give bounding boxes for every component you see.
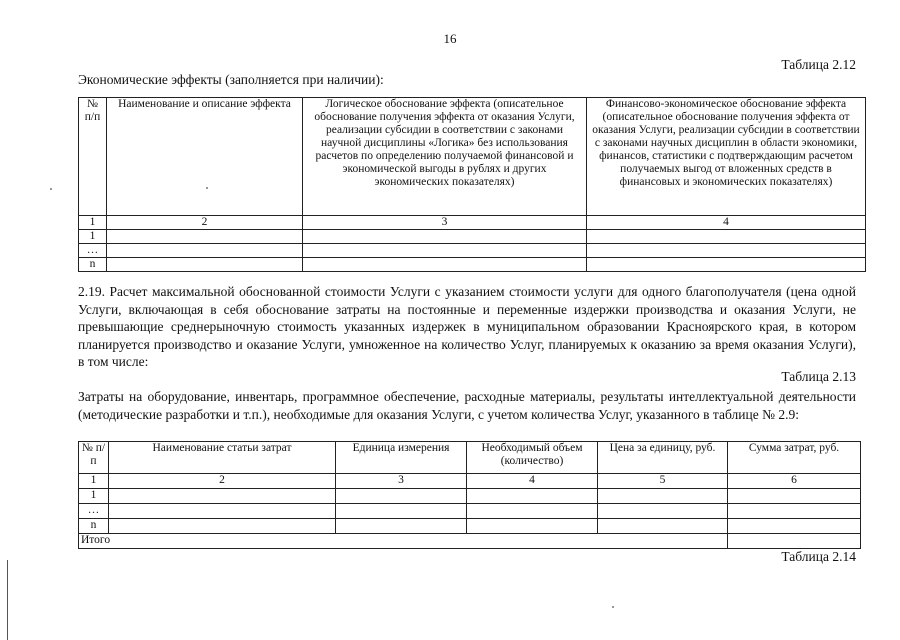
table-header-row — [79, 98, 866, 216]
table-cell — [728, 504, 861, 519]
header-cell-logical-justification: Логическое обоснование эффекта (описательное обоснование получения эффекта от оказания Услуги, реализации субсидии в соответствии с законами научной дисциплины «Логика» без использования расчетов по определению получаемой финансовой и экономической выгоды в рублях и других экономических показателях) — [303, 98, 587, 216]
header-cell-unit-price: Цена за единицу, руб. — [598, 442, 728, 474]
table-cell — [303, 244, 587, 258]
table-cell: 2 — [109, 474, 336, 489]
table-row — [79, 244, 866, 258]
table-2-13-label: Таблица 2.13 — [781, 369, 856, 384]
table-cell: 6 — [728, 474, 861, 489]
table-cell — [728, 519, 861, 534]
total-value-cell — [728, 534, 861, 549]
table-cell — [303, 230, 587, 244]
total-row — [79, 534, 861, 549]
table-cell: 1 — [79, 230, 107, 244]
header-cell-total-cost: Сумма затрат, руб. — [728, 442, 861, 474]
table-2-12-label: Таблица 2.12 — [781, 57, 856, 72]
table-cell: … — [79, 504, 109, 519]
table-cell — [109, 504, 336, 519]
table-row — [79, 230, 866, 244]
header-cell-number: № п/п — [79, 442, 109, 474]
table-cell: 1 — [79, 216, 107, 230]
table-cell — [467, 489, 598, 504]
table-cell: 1 — [79, 474, 109, 489]
table-2-13-intro: Затраты на оборудование, инвентарь, программное обеспечение, расходные материалы, результаты интеллектуальной деятельности (методические разработки и т.п.), необходимые для оказания Услуги, с учетом количества Услуг, указанного в таблице № 2.9: — [78, 389, 856, 422]
table-cell: 5 — [598, 474, 728, 489]
table-cell — [598, 504, 728, 519]
scan-speck — [50, 188, 52, 190]
header-cell-effect-name: Наименование и описание эффекта — [107, 98, 303, 216]
table-2-14-label: Таблица 2.14 — [781, 549, 856, 564]
table-row — [79, 519, 861, 534]
numbering-row — [79, 216, 866, 230]
total-label: Итого — [79, 534, 728, 549]
table-cell: … — [79, 244, 107, 258]
table-cell — [336, 504, 467, 519]
scan-speck — [206, 187, 208, 189]
paragraph-2-19: 2.19. Расчет максимальной обоснованной стоимости Услуги с указанием стоимости услуги для одного благополучателя (цена одной Услуги, включающая в себя обоснование затраты на постоянные и переменные издержки производства и оказания Услуги, не превышающие среднерыночную стоимость указанных издержек в муниципальном образовании Красноярского края, в котором планируется производство и оказание Услуги, умноженное на количество Услуг, планируемых к оказанию за время оказания Услуги), в том числе: — [78, 284, 856, 369]
table-cell: 2 — [107, 216, 303, 230]
numbering-row — [79, 474, 861, 489]
table-2-12-intro: Экономические эффекты (заполняется при наличии): — [78, 72, 384, 87]
table-cell: 3 — [303, 216, 587, 230]
table-cell — [107, 258, 303, 272]
page-number: 16 — [443, 31, 457, 46]
table-cell — [587, 230, 866, 244]
table-cell: n — [79, 258, 107, 272]
table-cell — [303, 258, 587, 272]
header-cell-cost-item: Наименование статьи затрат — [109, 442, 336, 474]
table-cell — [467, 519, 598, 534]
scan-speck — [612, 606, 614, 608]
table-cell — [107, 230, 303, 244]
table-cell: 4 — [467, 474, 598, 489]
table-cell — [587, 244, 866, 258]
header-cell-quantity: Необходимый объем (количество) — [467, 442, 598, 474]
table-cell — [587, 258, 866, 272]
table-cell — [598, 489, 728, 504]
table-header-row — [79, 442, 861, 474]
table-cell — [107, 244, 303, 258]
table-cell — [336, 519, 467, 534]
economic-effects-table — [78, 97, 866, 272]
table-row — [79, 504, 861, 519]
table-cell — [336, 489, 467, 504]
table-cell: n — [79, 519, 109, 534]
table-cell: 4 — [587, 216, 866, 230]
table-cell: 3 — [336, 474, 467, 489]
header-cell-number: № п/п — [79, 98, 107, 216]
table-row — [79, 489, 861, 504]
table-cell — [728, 489, 861, 504]
header-cell-unit: Единица измерения — [336, 442, 467, 474]
header-cell-financial-justification: Финансово-экономическое обоснование эффекта (описательное обоснование получения эффекта от оказания Услуги, реализации субсидии в соответствии с законами научных дисциплин в области экономики, финансов, статистики с подтверждающим расчетом получаемых выгод от вложенных средств в финансовых и экономических показателях) — [587, 98, 866, 216]
table-cell — [109, 519, 336, 534]
table-cell — [467, 504, 598, 519]
table-cell: 1 — [79, 489, 109, 504]
table-cell — [109, 489, 336, 504]
table-cell — [598, 519, 728, 534]
scan-margin-line — [7, 560, 8, 640]
costs-table — [78, 441, 861, 549]
table-row — [79, 258, 866, 272]
